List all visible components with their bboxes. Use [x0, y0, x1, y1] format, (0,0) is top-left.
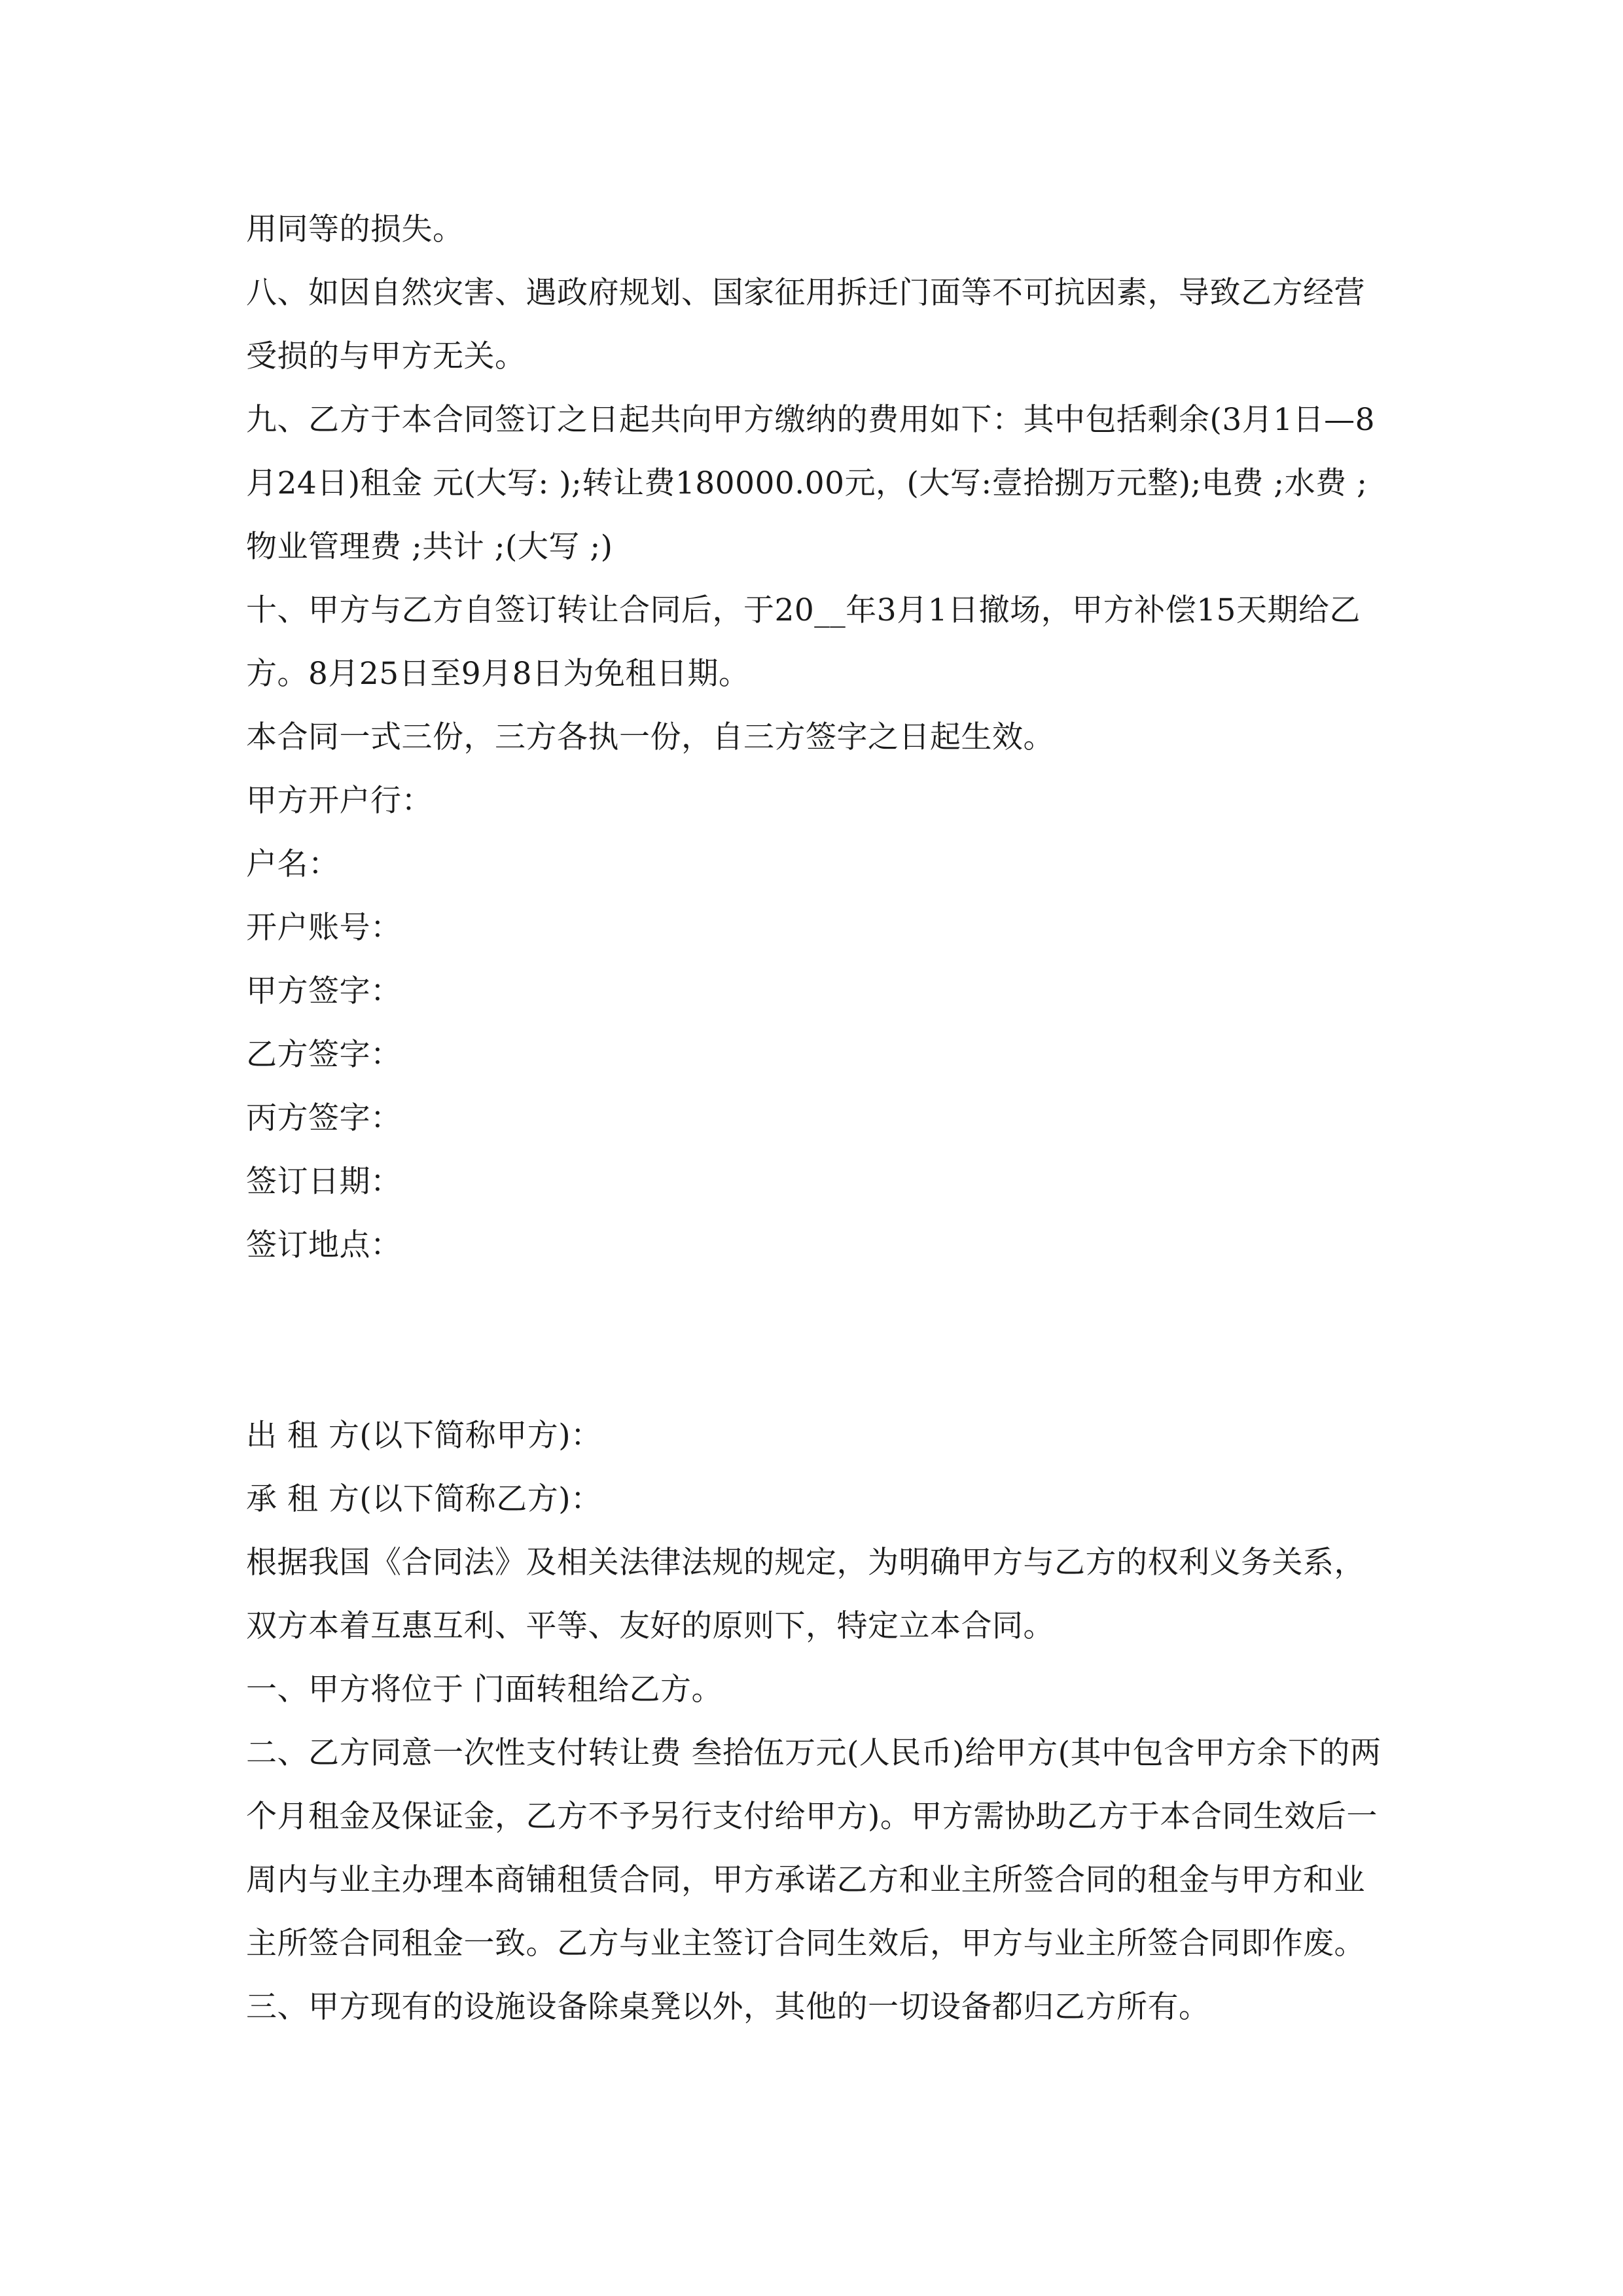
paragraph-continuation: 用同等的损失。 — [246, 211, 464, 247]
clause-nine: 九、乙方于本合同签订之日起共向甲方缴纳的费用如下：其中包括剩余(3月1日—8月24日)租金 元(大写: );转让费180000.00元，(大写:壹拾捌万元整);电费 ;水费 ;物业管理费 ;共计 ;(大写 ;) — [246, 402, 1376, 565]
clause-eight: 八、如因自然灾害、遇政府规划、国家征用拆迁门面等不可抗因素，导致乙方经营受损的与甲方无关。 — [246, 275, 1365, 374]
lessor-field: 出 租 方(以下简称甲方)： — [246, 1418, 602, 1454]
copies-statement: 本合同一式三份，三方各执一份，自三方签字之日起生效。 — [246, 719, 1054, 755]
clause-one: 一、甲方将位于 门面转租给乙方。 — [246, 1672, 722, 1708]
clause-three: 三、甲方现有的设施设备除桌凳以外，其他的一切设备都归乙方所有。 — [246, 1989, 1210, 2025]
account-name-field: 户名： — [246, 846, 340, 882]
account-number-field: 开户账号： — [246, 910, 402, 946]
bank-field: 甲方开户行： — [246, 783, 433, 819]
document-body — [246, 198, 1385, 2039]
preamble: 根据我国《合同法》及相关法律法规的规定，为明确甲方与乙方的权利义务关系，双方本着互惠互利、平等、友好的原则下，特定立本合同。 — [246, 1545, 1365, 1644]
signing-date-field: 签订日期： — [246, 1164, 402, 1200]
clause-two: 二、乙方同意一次性支付转让费 叁拾伍万元(人民币)给甲方(其中包含甲方余下的两个月租金及保证金，乙方不予另行支付给甲方)。甲方需协助乙方于本合同生效后一周内与业主办理本商铺租赁合同，甲方承诺乙方和业主所签合同的租金与甲方和业主所签合同租金一致。乙方与业主签订合同生效后，甲方与业主所签合同即作废。 — [246, 1735, 1382, 1962]
party-c-signature-field: 丙方签字： — [246, 1100, 402, 1136]
party-a-signature-field: 甲方签字： — [246, 973, 402, 1009]
signing-place-field: 签订地点： — [246, 1227, 402, 1263]
clause-ten: 十、甲方与乙方自签订转让合同后，于20__年3月1日撤场，甲方补偿15天期给乙方。8月25日至9月8日为免租日期。 — [246, 592, 1361, 692]
party-b-signature-field: 乙方签字： — [246, 1037, 402, 1073]
section-gap — [246, 1277, 1385, 1404]
lessee-field: 承 租 方(以下简称乙方)： — [246, 1481, 602, 1517]
